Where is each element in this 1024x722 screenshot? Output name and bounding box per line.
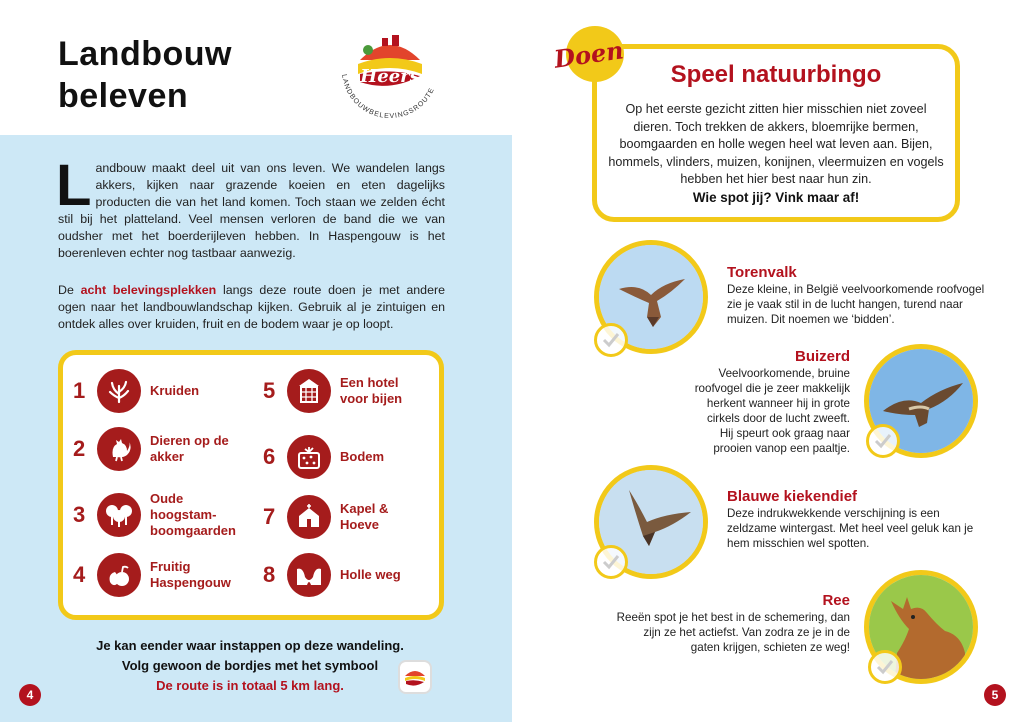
place-item-8: 8 Holle weg <box>263 553 426 597</box>
page-title <box>58 33 232 117</box>
doen-badge: Doen <box>554 26 632 82</box>
intro-paragraph <box>56 153 445 262</box>
places-list <box>58 350 444 620</box>
place-item-5: 5 Een hotel voor bijen <box>263 369 426 413</box>
bee-hotel-icon <box>287 369 331 413</box>
svg-text:Heers: Heers <box>360 66 420 87</box>
place-item-3: 3 Oude hoogstam-boomgaarden <box>73 491 236 538</box>
place-item-6: 6 Bodem <box>263 435 426 479</box>
heers-logo <box>330 22 450 122</box>
checkmark-icon[interactable] <box>594 323 628 357</box>
title-line-2: beleven <box>58 77 189 115</box>
chapel-icon <box>287 495 331 539</box>
soil-icon <box>287 435 331 479</box>
place-item-4: 4 Fruitig Haspengouw <box>73 553 246 597</box>
animal-name-roe-deer: Ree <box>822 592 850 609</box>
place-item-2: 2 Dieren op de akker <box>73 427 230 471</box>
bingo-text: Op het eerste gezicht zitten hier misschien niet zoveel dieren. Toch trekken de akkers, bloemrijke bermen, boomgaarden en holle wegen heel wat leven aan. Bijen, hommels, vlinders, muizen, konijnen, vleermuizen en vogels hebben het hier best naar hun zin. Wie spot jij? Vink maar af! <box>608 102 944 205</box>
drop-cap: L <box>56 153 92 218</box>
animal-name-kestrel: Torenvalk <box>727 264 797 281</box>
herb-icon <box>97 369 141 413</box>
svg-text:LANDBOUWBELEVINGSROUTE: LANDBOUWBELEVINGSROUTE <box>340 73 437 121</box>
trees-icon <box>97 493 141 537</box>
place-item-7: 7 Kapel & Hoeve <box>263 495 410 539</box>
second-paragraph: De acht belevingsplekken langs deze route doen je met andere ogen naar het landbouwlandschap kijken. Gebruik al je zintuigen en ontdek alles over kruiden, fruit en de bodem waar je op loopt. <box>58 283 445 331</box>
animal-name-harrier: Blauwe kiekendief <box>727 488 858 505</box>
animal-desc-kestrel: Deze kleine, in België veelvoorkomende roofvogel zie je vaak stil in de lucht hangen, turend naar muizen. Dit noemen we ‘bidden’. <box>727 283 985 326</box>
checkmark-icon[interactable] <box>868 650 902 684</box>
rooster-icon <box>97 427 141 471</box>
bingo-box <box>592 44 960 222</box>
fruit-icon <box>97 553 141 597</box>
intro-text: andbouw maakt deel uit van ons leven. We wandelen langs akkers, kijken naar grazende koeien en eten dagelijks producten die van het land komen. Toch staan we zelden écht stil bij het platteland. Veel mensen verloren de band die we van oudsher met het boerderijleven hebben. In Haspengouw is het boerenleven echter nog tastbaar aanwezig. <box>58 161 445 260</box>
page-number-left: 4 <box>19 684 41 706</box>
animal-desc-roe-deer: Reeën spot je het best in de schemering, dan zijn ze het actiefst. Van zodra ze je in de gaten krijgen, schieten ze weg! <box>616 611 850 654</box>
animal-name-buzzard: Buizerd <box>794 348 850 365</box>
animal-desc-harrier: Deze indrukwekkende verschijning is een zeldzame wintergast. Met heel veel geluk kan je hem misschien wel spotten. <box>727 507 974 550</box>
right-page <box>512 0 1024 722</box>
animal-desc-buzzard: Veelvoorkomende, bruine roofvogel die je zeer makkelijk herkent wanneer hij in grote cirkels door de lucht zweeft. Hij speurt ook graag naar prooien vanop een paaltje. <box>694 367 850 455</box>
route-symbol-icon <box>398 660 432 694</box>
sunken-road-icon <box>287 553 331 597</box>
highlight-text: acht belevingsplekken <box>80 283 217 297</box>
bingo-title: Speel natuurbingo <box>670 61 882 88</box>
route-info: Je kan eender waar instappen op deze wandeling. Volg gewoon de bordjes met het symbool De route is in totaal 5 km lang. <box>96 638 404 693</box>
title-line-1: Landbouw <box>58 35 232 73</box>
checkmark-icon[interactable] <box>866 424 900 458</box>
place-item-1: 1 Kruiden <box>73 369 240 413</box>
checkmark-icon[interactable] <box>594 545 628 579</box>
page-number-right: 5 <box>984 684 1006 706</box>
